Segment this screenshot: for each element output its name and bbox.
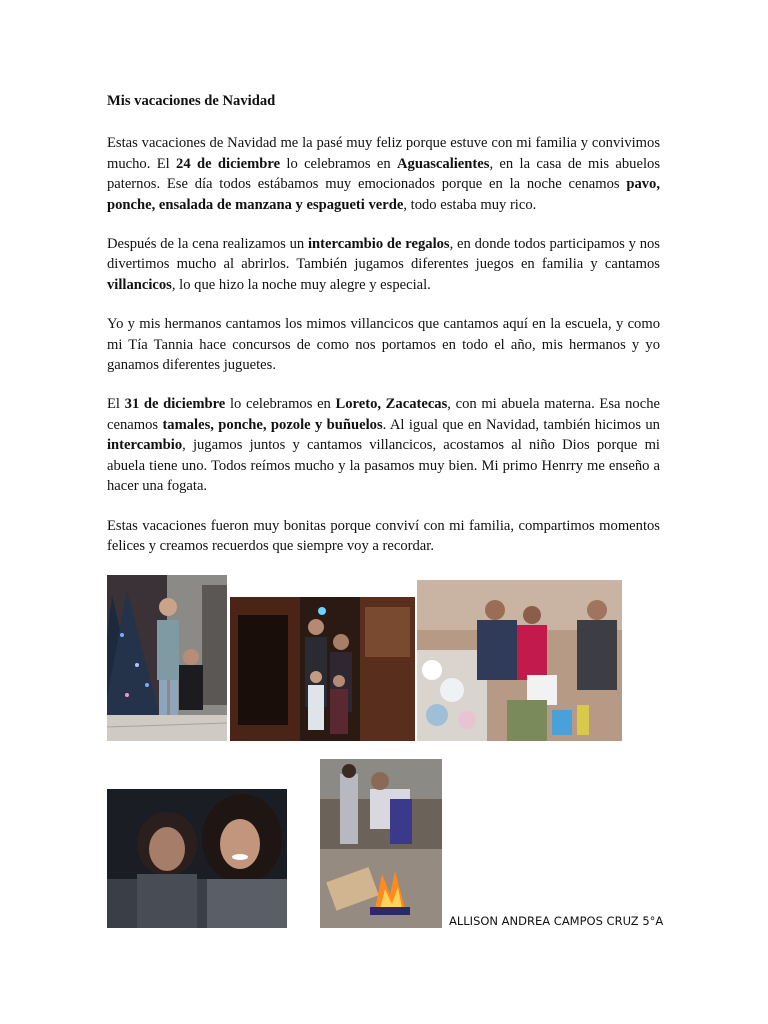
paragraph-2 [107,234,660,295]
document-body [107,91,660,575]
text-run: Yo y mis hermanos cantamos los mimos villancicos que cantamos aquí en la escuela, y como mi Tía Tannia hace concursos de como nos portamos en todo el año, mis hermanos y yo ganamos diferentes juguetes. [107,316,660,374]
bold-run: Loreto, Zacatecas [335,396,448,413]
photo-family-cabinet [230,597,415,741]
bold-run: 24 de diciembre [176,155,281,172]
bold-run: intercambio [107,437,183,454]
text-run: , en donde todos participamos y nos divertimos mucho al abrirlos. También jugamos diferentes juegos en familia y cantamos [107,236,660,273]
text-run: Después de la cena realizamos un [107,236,308,253]
bold-run: pavo, ponche, ensalada de manzana y espagueti verde [107,176,660,213]
bold-run: Aguascalientes [397,155,490,172]
text-run: , jugamos juntos y cantamos villancicos, acostamos al niño Dios porque mi abuela tiene uno. Todos reímos mucho y la pasamos muy bien. Mi primo Henrry me enseño a hacer una fogata. [107,437,660,495]
text-run: , con mi abuela materna. Esa noche cenamos [107,396,660,433]
text-run: . Al igual que en Navidad, también hicimos un [382,416,660,433]
bold-run: villancicos [107,276,172,293]
text-run: , en la casa de mis abuelos paternos. Ese día todos estábamos muy emocionados porque en la noche cenamos [107,155,660,193]
bold-run: intercambio de regalos [308,236,450,253]
photo-bonfire [320,759,442,928]
text-run: , lo que hizo la noche muy alegre y especial. [171,276,431,293]
student-signature: ALLISON ANDREA CAMPOS CRUZ 5°A [449,914,664,928]
paragraph-5 [107,516,660,557]
text-run: , todo estaba muy rico. [403,196,537,213]
photo-selfie [107,789,287,928]
bold-run: tamales, ponche, pozole y buñuelos [162,416,383,433]
bold-run: 31 de diciembre [124,396,226,413]
text-run: El [107,396,125,413]
text-run: Estas vacaciones fueron muy bonitas porque conviví con mi familia, compartimos momentos felices y creamos recuerdos que siempre voy a recordar. [107,517,660,554]
text-run: lo celebramos en [225,396,336,413]
document-title: Mis vacaciones de Navidad [107,93,276,109]
paragraph-3 [107,314,660,375]
text-run: lo celebramos en [280,155,397,172]
paragraph-1 [107,133,660,215]
text-run: Estas vacaciones de Navidad me la pasé muy feliz porque estuve con mi familia y convivimos mucho. El [107,135,660,172]
photo-family-nativity [417,580,622,741]
paragraph-4 [107,394,660,496]
photo-christmas-tree-family [107,575,227,741]
